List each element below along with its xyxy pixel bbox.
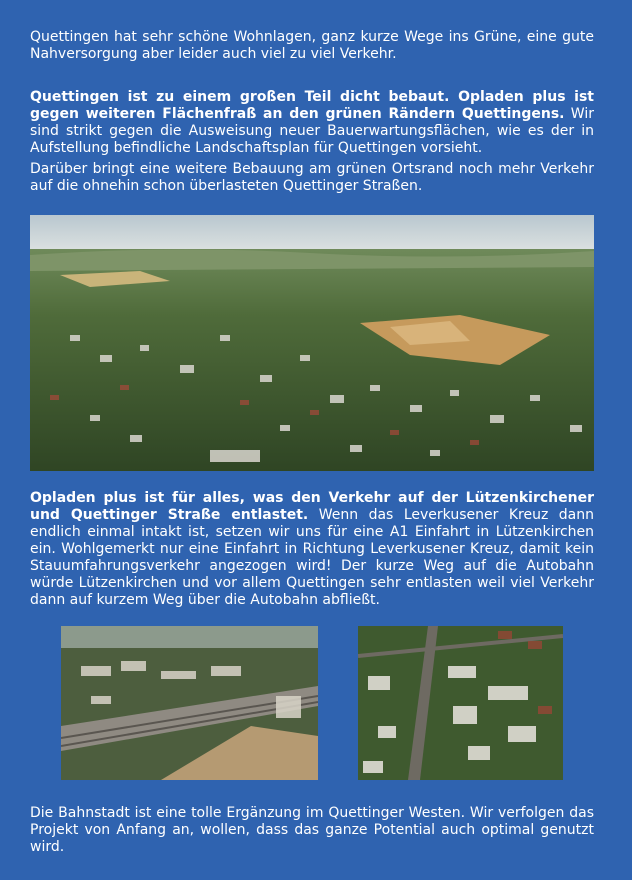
bahnstadt-text: Die Bahnstadt ist eine tolle Ergänzung im Quettinger Westen. Wir verfolgen das Projekt von Anfang an, wollen, dass das ganze Potential auch optimal genutzt wird.: [30, 805, 594, 855]
aerial-photo-residential: [358, 626, 563, 780]
traffic-bold-text: Opladen plus ist für alles, was den Verkehr auf der Lützenkirchener und Quettinger Straße entlastet.: [30, 490, 594, 523]
intro-paragraph: [30, 29, 594, 63]
traffic-text: Wenn das Leverkusener Kreuz dann endlich einmal intakt ist, setzen wir uns für eine A1 Einfahrt in Lützenkirchen ein. Wohlgemerkt nur eine Einfahrt in Richtung Leverkusener Kreuz, damit kein Stauumfahrungsverkehr angezogen wird! Der kurze Weg auf die Autobahn würde Lützenkirchen und vor allem Quettingen sehr entlasten weil viel Verkehr dann auf kurzem Weg über die Autobahn abfließt.: [30, 507, 594, 608]
building-bold-text: Quettingen ist zu einem großen Teil dicht bebaut. Opladen plus ist gegen weiteren Flächenfraß an den grünen Rändern Quettingens.: [30, 89, 594, 122]
aerial-photo-bahnstadt: [61, 626, 318, 780]
intro-text: Quettingen hat sehr schöne Wohnlagen, ganz kurze Wege ins Grüne, eine gute Nahversorgung aber leider auch viel zu viel Verkehr.: [30, 29, 594, 62]
building-paragraph-2: [30, 161, 594, 195]
building-paragraph: [30, 89, 594, 157]
bahnstadt-paragraph: [30, 805, 594, 856]
building-text: Wir sind strikt gegen die Ausweisung neuer Bauerwartungsflächen, wie es der in Aufstellung befindliche Landschaftsplan für Quettingen vorsieht.: [30, 106, 594, 156]
aerial-photo-quettingen: [30, 215, 594, 471]
traffic-paragraph: [30, 490, 594, 609]
building-text-2: Darüber bringt eine weitere Bebauung am grünen Ortsrand noch mehr Verkehr auf die ohnehin schon überlasteten Quettinger Straßen.: [30, 161, 594, 194]
